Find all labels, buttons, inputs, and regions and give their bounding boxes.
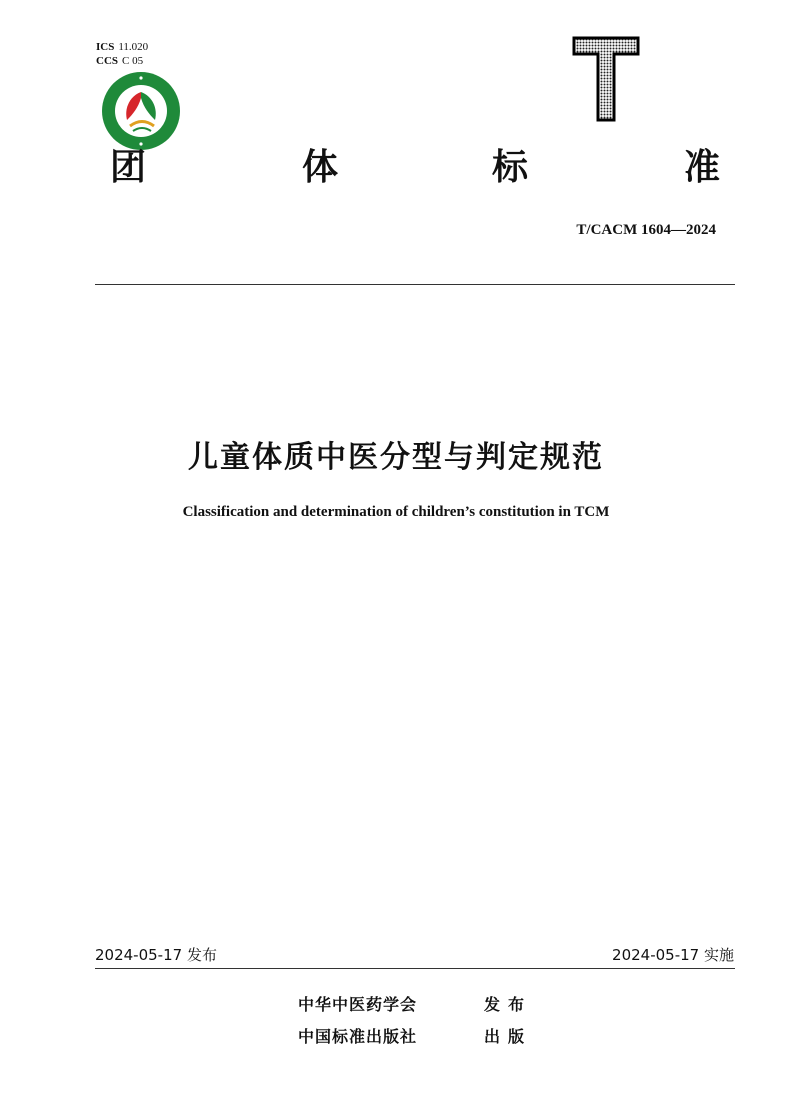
ics-line (96, 40, 148, 54)
ics-value: 11.020 (118, 41, 149, 53)
publisher-org-1: 中华中医药学会 (298, 995, 418, 1014)
ccs-line (96, 54, 148, 68)
standard-type-word-1: 团 (109, 147, 146, 188)
header-divider (95, 284, 735, 285)
ccs-value: C 05 (122, 55, 144, 67)
classification-codes (96, 40, 148, 68)
standard-type-word-4: 准 (683, 147, 720, 188)
ccs-label: CCS (96, 55, 119, 67)
publisher-action-1: 发布 (484, 995, 533, 1014)
ics-label: ICS (96, 41, 115, 53)
title-chinese: 儿童体质中医分型与判定规范 (188, 440, 604, 475)
publisher-org-2: 中国标准出版社 (298, 1027, 418, 1046)
implementation-date: 2024-05-17 实施 (612, 946, 734, 964)
issue-date: 2024-05-17 发布 (95, 946, 217, 964)
standard-number: T/CACM 1604—2024 (576, 222, 716, 238)
standard-type-letter (570, 32, 642, 124)
footer-divider (95, 968, 735, 969)
title-english: Classification and determination of children’s constitution in TCM (182, 504, 610, 520)
standard-type-word-2: 体 (301, 147, 338, 188)
publisher-action-2: 出版 (484, 1027, 533, 1046)
standard-type-word-3: 标 (491, 147, 528, 188)
association-seal-icon (100, 70, 182, 152)
